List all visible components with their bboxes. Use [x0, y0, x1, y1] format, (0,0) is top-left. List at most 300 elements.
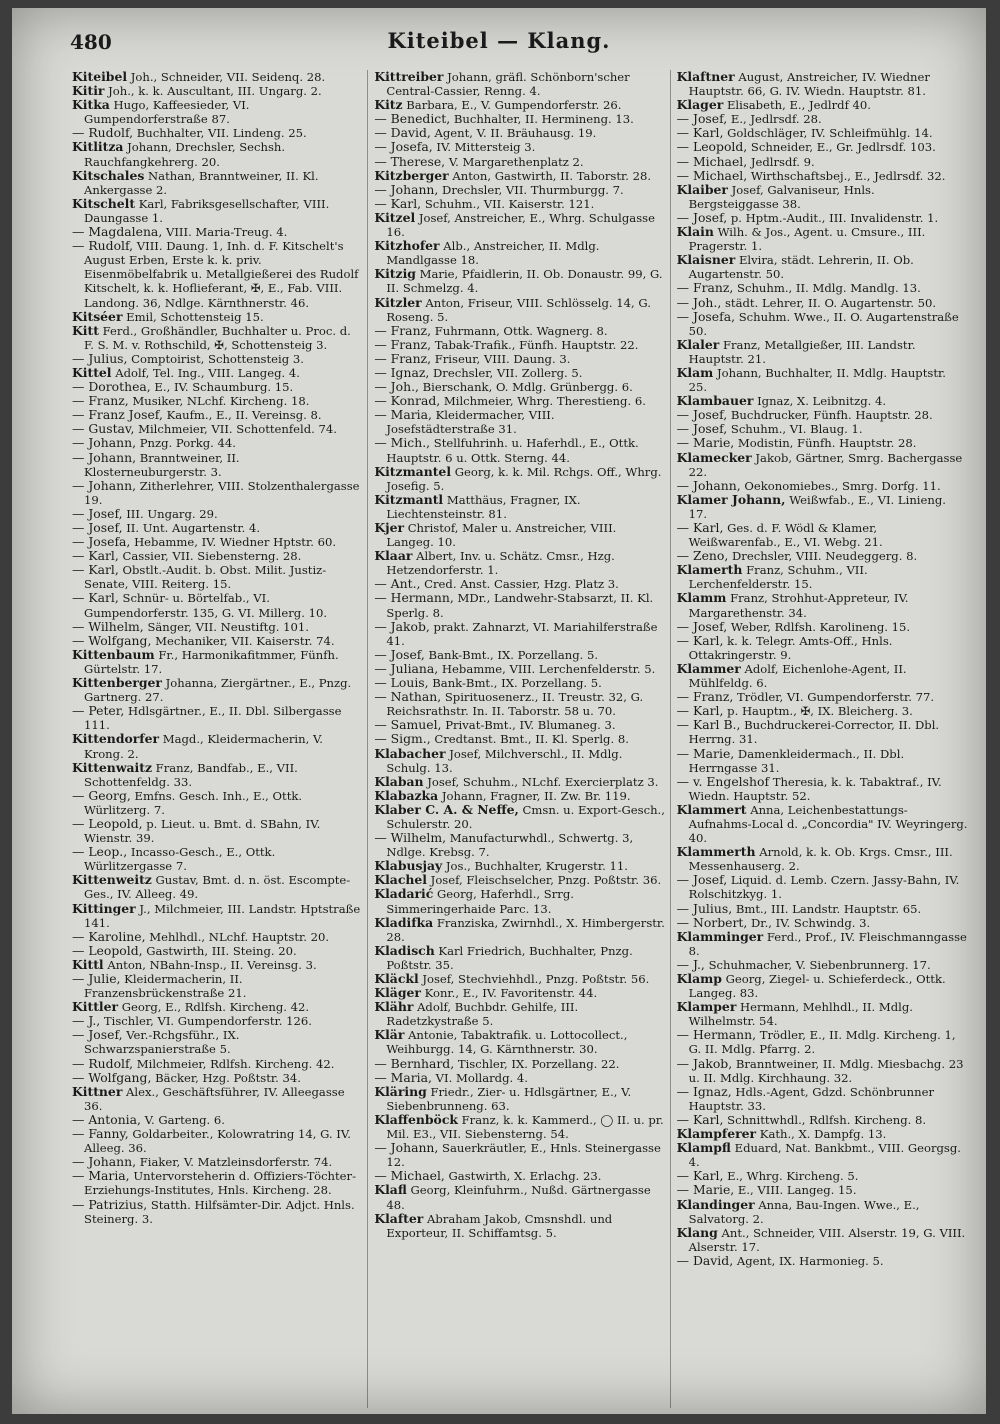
entry-name: Kladisch — [374, 942, 435, 958]
directory-page — [12, 8, 986, 1414]
entry-name: Klammer — [676, 660, 741, 676]
entry-text: Anna, Bau-Ingen. Wwe., E., Salvatorg. 2. — [688, 1197, 920, 1226]
entry-name: — Dorothea, — [72, 379, 151, 395]
entry-name: Klähr — [374, 999, 414, 1015]
entry-text: Karl Friedrich, Buchhalter, Pnzg. Poßtstr. 35. — [386, 943, 633, 972]
entry-text: Konr., E., IV. Favoritenstr. 44. — [424, 986, 598, 1001]
entry-text: k. k. Telegr. Amts-Off., Hnls. Ottakringerstr. 9. — [688, 633, 893, 662]
entry-text: Johann, gräfl. Schönborn'scher Central-Cassier, Renng. 4. — [386, 70, 630, 99]
directory-entry — [677, 366, 968, 394]
entry-text: Modistin, Fünfh. Hauptstr. 28. — [737, 436, 917, 451]
entry-name: — Karl B., — [676, 717, 741, 733]
entry-name: — Samuel, — [374, 717, 442, 733]
directory-entry — [374, 155, 665, 169]
entry-text: Gastwirth, III. Steing. 20. — [146, 943, 297, 958]
entry-name: — Josef, — [676, 111, 728, 127]
entry-text: VIII. Maria-Treug. 4. — [165, 225, 288, 240]
directory-entry — [374, 676, 665, 690]
entry-name: — Norbert, — [676, 914, 748, 930]
directory-entry — [374, 1169, 665, 1183]
directory-entry — [677, 70, 968, 98]
entry-text: Josef, Schuhm., NLchf. Exercierplatz 3. — [427, 774, 659, 789]
directory-entry — [374, 493, 665, 521]
entry-name: — Juliana, — [374, 660, 439, 676]
entry-text: Abraham Jakob, Cmsnshdl. und Exporteur, II. Schiffamtsg. 5. — [386, 1211, 613, 1240]
directory-entry — [374, 718, 665, 732]
entry-text: Franz, Metallgießer, III. Landstr. Hauptstr. 21. — [688, 337, 916, 366]
entry-text: Bank-Bmt., IX. Porzellang. 5. — [428, 647, 599, 662]
entry-name: Kitzler — [374, 294, 422, 310]
directory-entry — [72, 1028, 363, 1056]
directory-entry — [374, 70, 665, 98]
entry-name: Klambauer — [676, 393, 754, 409]
directory-entry — [677, 521, 968, 549]
directory-entry — [677, 620, 968, 634]
entry-name: Klamp — [676, 971, 722, 986]
directory-entry — [677, 902, 968, 916]
directory-entry — [72, 944, 363, 958]
directory-entry — [72, 507, 363, 521]
entry-name: — Karl, — [676, 1111, 724, 1127]
directory-entry — [72, 1155, 363, 1169]
entry-text: Tabak-Trafik., Fünfh. Hauptstr. 22. — [434, 337, 639, 352]
entry-name: — Hermann, — [374, 590, 454, 606]
entry-text: VI. Mollardg. 4. — [435, 1070, 528, 1085]
entry-text: Georg, Kleinfuhrm., Nußd. Gärtnergasse 48. — [386, 1183, 651, 1212]
directory-entry — [374, 1183, 665, 1211]
directory-entry — [72, 930, 363, 944]
entry-text: Damenkleidermach., II. Dbl. Herrngasse 31. — [688, 746, 905, 775]
directory-entry — [677, 183, 968, 211]
entry-name: — Johann, — [676, 477, 741, 493]
entry-name: Kittenberger — [72, 675, 162, 691]
entry-name: — Rudolf, — [72, 125, 134, 141]
entry-name: Kjer — [374, 520, 404, 535]
entry-name: Klandinger — [676, 1196, 755, 1212]
directory-entry — [72, 380, 363, 394]
directory-entry — [72, 422, 363, 436]
directory-entry — [72, 676, 363, 704]
directory-entry — [72, 535, 363, 549]
entry-text: Gastwirth, X. Erlachg. 23. — [448, 1169, 602, 1184]
directory-entry — [374, 408, 665, 436]
directory-entry — [677, 408, 968, 422]
entry-text: E., Whrg. Kircheng. 5. — [727, 1169, 859, 1184]
directory-entry — [677, 281, 968, 295]
entry-name: — Antonia, — [72, 1111, 141, 1127]
entry-text: Untervorsteherin d. Offiziers-Töchter-Erziehungs-Institutes, Hnls. Kircheng. 28. — [84, 1169, 357, 1198]
entry-name: — Julie, — [72, 971, 121, 986]
directory-entry — [72, 634, 363, 648]
directory-entry — [677, 747, 968, 775]
directory-entry — [72, 563, 363, 591]
entry-text: Marie, Pfaidlerin, II. Ob. Donaustr. 99, G. II. Schmelzg. 4. — [386, 267, 663, 296]
entry-text: Georg, k. k. Mil. Rchgs. Off., Whrg. Josefig. 5. — [386, 464, 662, 493]
entry-text: J., Milchmeier, III. Landstr. Hptstraße 141. — [84, 901, 361, 930]
entry-text: Adolf, Buchbdr. Gehilfe, III. Radetzkystraße 5. — [386, 1000, 579, 1029]
entry-name: — Rudolf, — [72, 1055, 134, 1071]
entry-name: — Georg, — [72, 787, 131, 803]
entry-name: — Maria, — [72, 1168, 130, 1184]
directory-entry — [72, 479, 363, 507]
entry-text: Barbara, E., V. Gumpendorferstr. 26. — [406, 98, 622, 113]
entry-name: Kitzberger — [374, 167, 449, 183]
entry-name: Klaban — [374, 773, 424, 789]
entry-text: Buchdrucker, Fünfh. Hauptstr. 28. — [730, 408, 933, 423]
directory-entry — [374, 211, 665, 239]
entry-text: Joh., Schneider, VII. Seidenq. 28. — [130, 70, 326, 84]
entry-text: Josef, Fleischselcher, Pnzg. Poßtstr. 36. — [430, 873, 662, 888]
entry-name: — Marie, — [676, 745, 735, 761]
entry-text: Drechsler, VII. Thurmburgg. 7. — [442, 182, 624, 197]
entry-text: Branntweiner, II. Mdlg. Miesbachg. 23 u. II. Mdlg. Kirchhaung. 32. — [688, 1056, 964, 1085]
entry-text: Johann, Fragner, II. Zw. Br. 119. — [441, 788, 631, 803]
entry-name: — Jakob, — [676, 1055, 733, 1071]
entry-name: Klaar — [374, 548, 413, 564]
entry-text: Agent, IX. Harmonieg. 5. — [736, 1253, 884, 1268]
directory-entry — [72, 239, 363, 309]
entry-name: — Karl, — [72, 562, 119, 578]
directory-entry — [677, 718, 968, 746]
entry-text: Alex., Geschäftsführer, IV. Alleegasse 36. — [84, 1084, 345, 1113]
directory-entry — [374, 112, 665, 126]
directory-entry — [677, 591, 968, 619]
directory-entry — [72, 591, 363, 619]
directory-entry — [374, 1085, 665, 1113]
entry-text: Josef, Milchverschl., II. Mdlg. Schulg. 13. — [386, 746, 623, 775]
entry-text: Drechsler, VIII. Neudeggerg. 8. — [732, 549, 918, 564]
directory-entry — [677, 338, 968, 366]
entry-text: Schuhm. Wwe., II. O. Augartenstraße 50. — [688, 309, 959, 338]
entry-name: — Patrizius, — [72, 1196, 148, 1212]
entry-text: Friseur, VIII. Daung. 3. — [434, 351, 571, 366]
entry-name: Kitschales — [72, 167, 145, 183]
entry-text: Comptoirist, Schottensteig 3. — [131, 351, 304, 366]
entry-name: — Johann, — [72, 477, 137, 493]
entry-text: Kleidermacher, VIII. Josefstädterstraße 31. — [386, 408, 555, 437]
entry-text: städt. Lehrer, II. O. Augartenstr. 50. — [724, 295, 937, 310]
entry-text: Credtanst. Bmt., II. Kl. Sperlg. 8. — [434, 732, 629, 747]
directory-entry — [677, 1183, 968, 1197]
entry-name: Klamm — [676, 590, 727, 606]
directory-entry — [374, 140, 665, 154]
entry-text: Bmt., III. Landstr. Hauptstr. 65. — [735, 901, 922, 916]
entry-text: Mechaniker, VII. Kaiserstr. 74. — [155, 633, 335, 648]
entry-text: Theresia, k. k. Tabaktraf., IV. Wiedn. Hauptstr. 52. — [688, 774, 942, 803]
directory-entry — [72, 1000, 363, 1014]
directory-entry — [72, 789, 363, 817]
entry-name: Klam — [676, 364, 714, 380]
entry-name: — Josef, — [676, 407, 728, 423]
directory-entry — [374, 887, 665, 915]
entry-name: Klabazka — [374, 787, 439, 803]
entry-name: Kittner — [72, 1083, 123, 1099]
directory-entry — [72, 169, 363, 197]
directory-entry — [374, 775, 665, 789]
entry-text: III. Ungarg. 29. — [126, 506, 218, 521]
directory-entry — [677, 140, 968, 154]
entry-text: Hdlsgärtner., E., II. Dbl. Silbergasse 111. — [84, 704, 342, 733]
directory-entry — [72, 1014, 363, 1028]
entry-name: — David, — [676, 1252, 734, 1268]
entry-text: Franz, Schuhm., VII. Lerchenfelderstr. 15. — [688, 563, 868, 592]
entry-text: Adolf, Tel. Ing., VIII. Langeg. 4. — [115, 365, 300, 380]
entry-name: — Karl, — [72, 590, 119, 606]
entry-name: — Josef, — [676, 421, 728, 437]
entry-name: Kittel — [72, 364, 112, 380]
entry-name: — Ignaz, — [374, 364, 430, 380]
entry-name: Klamecker — [676, 449, 752, 465]
directory-entry — [72, 1071, 363, 1085]
entry-text: Buchdruckerei-Corrector, II. Dbl. Herrng. 31. — [688, 718, 940, 747]
entry-text: Schuhm., VI. Blaug. 1. — [730, 422, 863, 437]
directory-entry — [677, 451, 968, 479]
entry-text: Ant., Schneider, VIII. Alserstr. 19, G. VIII. Alserstr. 17. — [688, 1225, 966, 1254]
entry-name: — Karl, — [72, 548, 119, 564]
directory-entry — [374, 732, 665, 746]
entry-name: — J., — [72, 1013, 101, 1029]
entry-text: Fiaker, V. Matzleinsdorferstr. 74. — [139, 1155, 333, 1170]
entry-text: Buchhalter, VII. Lindeng. 25. — [136, 126, 307, 141]
entry-name: Klang — [676, 1224, 718, 1240]
directory-entry — [72, 620, 363, 634]
directory-entry — [72, 902, 363, 930]
entry-name: Kittenwaitz — [72, 759, 152, 775]
directory-entry — [374, 169, 665, 183]
entry-text: V. Margarethenplatz 2. — [448, 154, 584, 169]
entry-name: — Hermann, — [676, 1027, 757, 1043]
directory-entry — [72, 84, 363, 98]
directory-entry — [374, 197, 665, 211]
entry-name: — Josefa, — [72, 534, 131, 550]
page-number: 480 — [70, 30, 112, 54]
directory-entry — [677, 690, 968, 704]
entry-name: — Josef, — [374, 646, 425, 662]
directory-entry — [374, 789, 665, 803]
entry-name: Kläring — [374, 1083, 427, 1099]
entry-name: Kitka — [72, 97, 110, 113]
entry-text: prakt. Zahnarzt, VI. Mariahilferstraße 41. — [386, 619, 658, 648]
directory-entry — [677, 803, 968, 845]
entry-text: Ferd., Prof., IV. Fleischmanngasse 8. — [688, 929, 967, 958]
directory-entry — [677, 211, 968, 225]
entry-text: Emfns. Gesch. Inh., E., Ottk. Würlitzerg. 7. — [84, 788, 303, 817]
directory-entry — [72, 366, 363, 380]
entry-name: Klabacher — [374, 745, 446, 761]
entry-text: Musiker, NLchf. Kircheng. 18. — [132, 394, 310, 409]
entry-name: — Julius, — [676, 900, 733, 916]
directory-entry — [374, 267, 665, 295]
entry-name: — Magdalena, — [72, 224, 163, 240]
directory-entry — [374, 366, 665, 380]
entry-text: Johann, Buchhalter, II. Mdlg. Hauptstr. 25. — [688, 365, 946, 395]
entry-name: — Karoline, — [72, 928, 146, 944]
entry-text: Anna, Leichenbestattungs-Aufnahms-Local d. „Concordia" IV. Weyringerg. 40. — [688, 802, 968, 846]
entry-text: Sänger, VII. Neustiftg. 101. — [147, 619, 309, 634]
entry-text: Anton, Friseur, VIII. Schlösselg. 14, G. Roseng. 5. — [386, 295, 651, 324]
entry-name: — Karl, — [374, 195, 422, 211]
directory-entry — [677, 563, 968, 591]
entry-name: — Marie, — [676, 1182, 735, 1198]
entry-text: Josef, Galvaniseur, Hnls. Bergsteiggasse 38. — [688, 182, 875, 211]
directory-entry — [677, 1000, 968, 1028]
directory-entry — [374, 183, 665, 197]
entry-name: — Karl, — [676, 632, 724, 648]
entry-text: Goldschläger, IV. Schleifmühlg. 14. — [727, 126, 933, 141]
directory-entry — [72, 817, 363, 845]
directory-entry — [677, 126, 968, 140]
column-3 — [677, 70, 972, 1408]
entry-text: Branntweiner, II. Klosterneuburgerstr. 3. — [84, 450, 240, 479]
directory-entry — [374, 1028, 665, 1056]
entry-text: Arnold, k. k. Ob. Krgs. Cmsr., III. Messenhauserg. 2. — [688, 845, 953, 874]
directory-entry — [374, 296, 665, 324]
entry-name: — Michael, — [374, 1168, 445, 1184]
entry-name: Kitzel — [374, 209, 416, 225]
directory-entry — [72, 126, 363, 140]
directory-entry — [677, 1141, 968, 1169]
entry-text: Bäcker, Hzg. Poßtstr. 34. — [155, 1070, 301, 1085]
entry-name: — Wilhelm, — [72, 618, 144, 634]
entry-text: Georg, E., Rdlfsh. Kircheng. 42. — [121, 1000, 310, 1015]
entry-text: Statth. Hilfsämter-Dir. Adjct. Hnls. Steinerg. 3. — [84, 1197, 355, 1226]
entry-text: Liquid. d. Lemb. Czern. Jassy-Bahn, IV. Rolschitzkyg. 1. — [688, 873, 960, 902]
entry-name: Klaffenböck — [374, 1111, 458, 1127]
entry-text: Goldarbeiter., Kolowratring 14, G. IV. Alleeg. 36. — [84, 1127, 351, 1156]
entry-text: VIII. Daung. 1, Inh. d. F. Kitschelt's August Erben, Erste k. k. priv. Eisenmöbelfabrik u. Metallgießerei des Rudolf Kitschelt, k. k. Hoflieferant, ✠, E., Fab. VIII. Landong. 36, Ndlge. Kärnthnerstr. 46. — [84, 239, 359, 310]
entry-name: Klabusjay — [374, 858, 443, 874]
directory-entry — [72, 98, 363, 126]
entry-name: Kittenweitz — [72, 872, 152, 888]
entry-text: Fuhrmann, Ottk. Wagnerg. 8. — [434, 323, 608, 338]
directory-entry — [72, 1085, 363, 1113]
directory-entry — [677, 394, 968, 408]
entry-text: Mehlhdl., NLchf. Hauptstr. 20. — [149, 929, 330, 944]
directory-entry — [677, 1057, 968, 1085]
entry-name: — Leop., — [72, 844, 128, 860]
entry-name: Klafter — [374, 1210, 424, 1226]
entry-name: — Karl, — [676, 703, 724, 719]
entry-text: V. Garteng. 6. — [144, 1112, 225, 1127]
entry-name: — Josefa, — [676, 308, 736, 324]
entry-text: Milchmeier, VII. Schottenfeld. 74. — [138, 422, 337, 437]
entry-name: Klager — [676, 97, 724, 113]
entry-text: Matthäus, Fragner, IX. Liechtensteinstr. 81. — [386, 492, 581, 521]
column-2 — [374, 70, 670, 1408]
directory-entry — [374, 436, 665, 464]
entry-name: — Johann, — [374, 1140, 439, 1156]
directory-entry — [72, 549, 363, 563]
entry-text: Trödler, E., II. Mdlg. Kircheng. 1, G. II. Mdlg. Pfarrg. 2. — [688, 1028, 956, 1057]
directory-entry — [677, 310, 968, 338]
entry-text: Privat-Bmt., IV. Blumaneg. 3. — [445, 718, 616, 733]
directory-entry — [72, 1169, 363, 1197]
directory-entry — [374, 1071, 665, 1085]
entry-text: E., Jedlrsdf. 28. — [730, 112, 822, 127]
entry-name: Kitt — [72, 322, 99, 338]
entry-text: Christof, Maler u. Anstreicher, VIII. Langeg. 10. — [386, 521, 617, 550]
entry-text: Anton, Gastwirth, II. Taborstr. 28. — [452, 168, 652, 183]
entry-name: — Leopold, — [72, 815, 143, 831]
entry-name: — Leopold, — [676, 139, 748, 155]
directory-entry — [677, 972, 968, 1000]
page-header — [12, 8, 986, 58]
directory-entry — [677, 296, 968, 310]
entry-name: Kitschelt — [72, 195, 136, 211]
entry-text: Spirituosenerz., II. Treustr. 32, G. Reichsrathstr. In. II. Taborstr. 58 u. 70. — [386, 690, 644, 719]
entry-text: p. Hptm.-Audit., III. Invalidenstr. 1. — [730, 210, 939, 225]
entry-text: II. Unt. Augartenstr. 4. — [126, 521, 261, 535]
directory-entry — [374, 98, 665, 112]
entry-name: — Leopold, — [72, 942, 143, 958]
directory-entry — [374, 465, 665, 493]
directory-entry — [677, 662, 968, 690]
entry-name: Klaftner — [676, 70, 735, 84]
entry-name: — Franz, — [676, 689, 734, 705]
entry-name: — Wolfgang, — [72, 632, 152, 648]
entry-name: Klachel — [374, 872, 427, 888]
entry-text: Weber, Rdlfsh. Karolineng. 15. — [730, 619, 911, 634]
directory-entry — [72, 521, 363, 535]
entry-text: Incasso-Gesch., E., Ottk. Würlitzergasse 7. — [84, 845, 276, 874]
entry-text: Gustav, Bmt. d. n. öst. Escompte-Ges., IV. Alleeg. 49. — [84, 873, 351, 902]
entry-name: — Marie, — [676, 435, 735, 451]
running-head: Kiteibel — Klang. — [387, 28, 611, 53]
directory-entry — [677, 98, 968, 112]
directory-entry — [677, 112, 968, 126]
entry-name: — Michael, — [676, 153, 748, 169]
directory-entry — [374, 648, 665, 662]
entry-name: — Julius, — [72, 350, 128, 366]
entry-name: Klär — [374, 1027, 405, 1043]
entry-name: — Gustav, — [72, 421, 135, 437]
entry-text: Hdls.-Agent, Gdzd. Schönbrunner Hauptstr. 33. — [688, 1084, 934, 1113]
directory-entry — [374, 549, 665, 577]
entry-text: Drechsler, VII. Zollerg. 5. — [433, 365, 583, 380]
directory-entry — [677, 436, 968, 450]
entry-text: Hugo, Kaffeesieder, VI. Gumpendorferstraße 87. — [84, 98, 250, 127]
directory-entry — [374, 1000, 665, 1028]
entry-name: — Karl, — [676, 125, 724, 141]
entry-name: Klampferer — [676, 1126, 757, 1142]
directory-entry — [72, 394, 363, 408]
entry-name: — Maria, — [374, 1069, 432, 1085]
directory-entry — [374, 126, 665, 140]
directory-entry — [72, 310, 363, 324]
directory-entry — [72, 140, 363, 168]
entry-text: Milchmeier, Whrg. Therestieng. 6. — [443, 394, 646, 409]
entry-text: Wirthschaftsbej., E., Jedlrsdf. 32. — [750, 168, 946, 183]
entry-text: Antonie, Tabaktrafik. u. Lottocollect., Weihburgg. 14, G. Kärnthnerstr. 30. — [386, 1028, 628, 1057]
entry-name: Klaisner — [676, 252, 736, 268]
directory-entry — [72, 451, 363, 479]
entry-text: Bierschank, O. Mdlg. Grünbergg. 6. — [422, 380, 633, 395]
entry-text: Zitherlehrer, VIII. Stolzenthalergasse 19. — [84, 478, 360, 507]
directory-entry — [72, 408, 363, 422]
entry-name: — Louis, — [374, 675, 429, 691]
entry-name: Kladarić — [374, 886, 434, 902]
entry-text: Wilh. & Jos., Agent. u. Cmsure., III. Pragerstr. 1. — [688, 225, 926, 254]
entry-text: Hermann, Mehlhdl., II. Mdlg. Wilhelmstr. 54. — [688, 1000, 913, 1029]
directory-entry — [72, 1113, 363, 1127]
entry-text: Adolf, Eichenlohe-Agent, II. Mühlfeldg. 6. — [688, 661, 907, 691]
entry-text: Joh., k. k. Auscultant, III. Ungarg. 2. — [108, 84, 322, 99]
directory-entry — [374, 521, 665, 549]
directory-entry — [374, 859, 665, 873]
entry-name: — Karl, — [676, 520, 724, 535]
entry-text: Schuhmacher, V. Siebenbrunnerg. 17. — [708, 957, 931, 972]
entry-text: Obstlt.-Audit. b. Obst. Milit. Justiz-Senate, VIII. Reiterg. 15. — [84, 563, 327, 592]
